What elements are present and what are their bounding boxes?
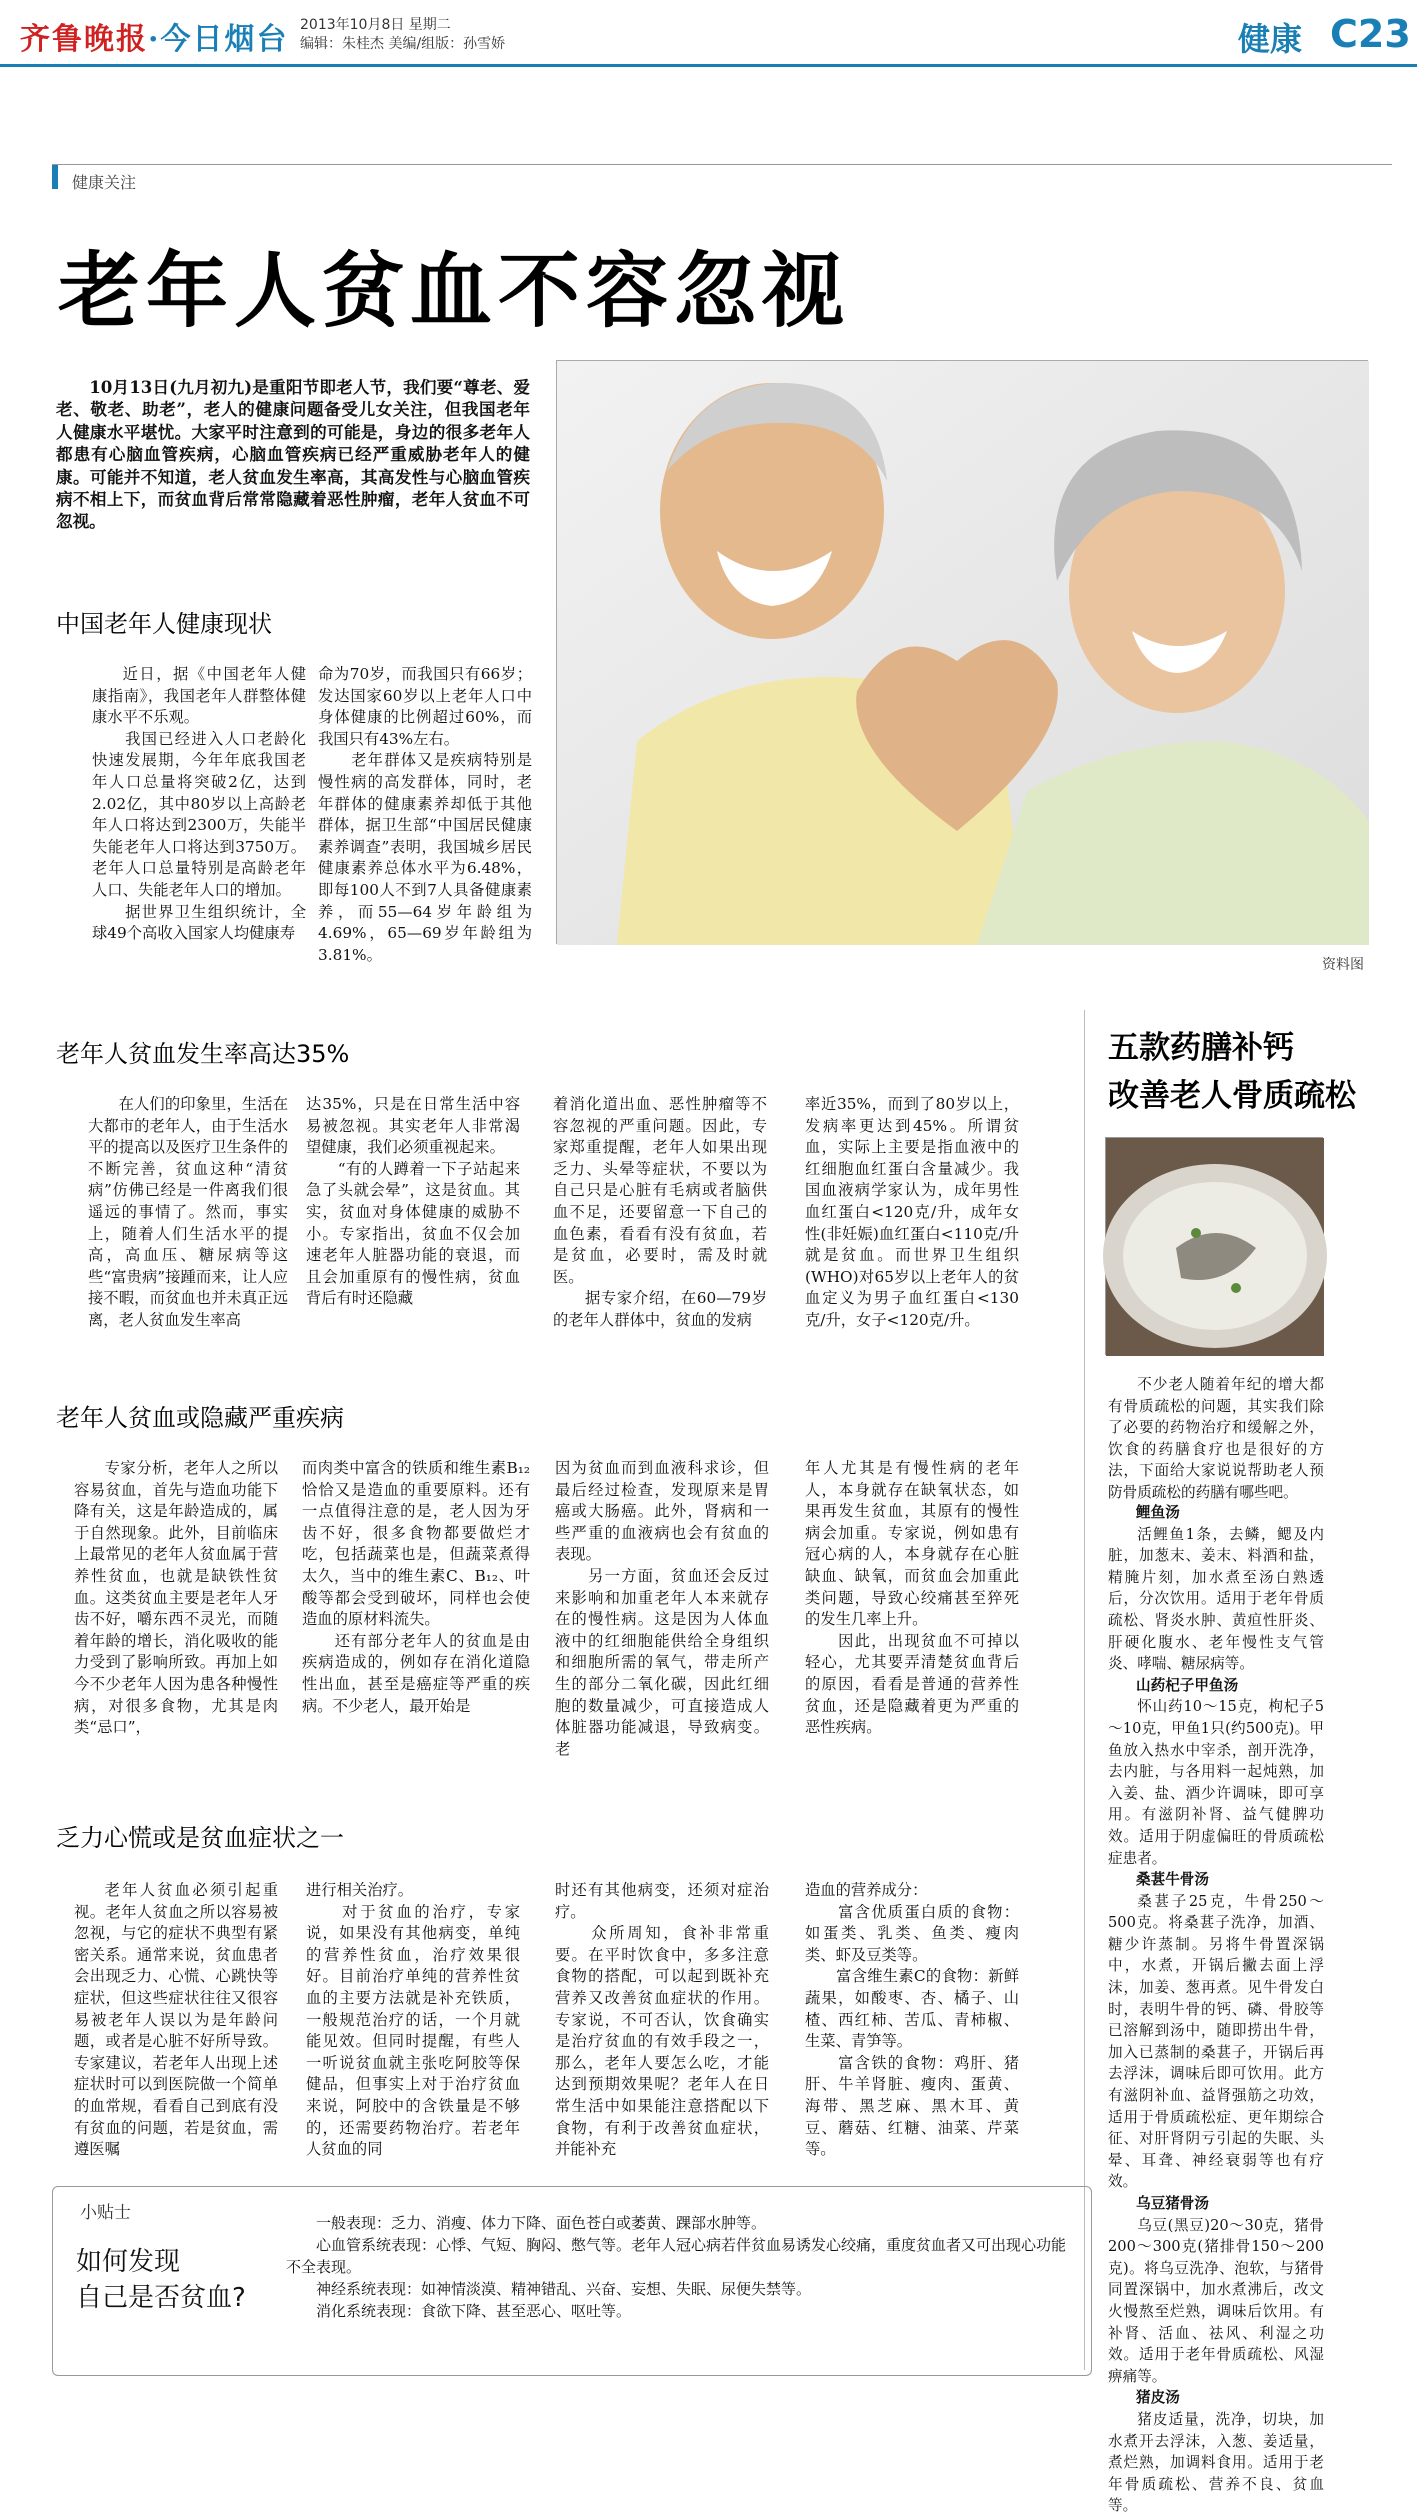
section-2-col-4: 率近35%，而到了80岁以上，发病率更达到45%。所谓贫血，实际上主要是指血液中的红细胞血红蛋白含量减少。我国血液病学家认为，成年男性血红蛋白<120克/升，成年女性(非妊娠)血红蛋白<110克/升就是贫血。而世界卫生组织(WHO)对65岁以上老年人的贫血定义为男子血红蛋白<130克/升，女子<120克/升。 — [805, 1095, 1019, 1329]
tips-content — [286, 2212, 1066, 2322]
masthead-rule — [0, 64, 1417, 67]
section-3-col-2: 而肉类中富含的铁质和维生素B₁₂恰恰又是造血的重要原料。还有一点值得注意的是，老人因为牙齿不好，很多食物都要做烂才吃，包括蔬菜也是，但蔬菜煮得太久，当中的维生素C、B₁₂、叶酸等都会受到破坏，同样也会使造血的原材料流失。 还有部分老年人的贫血是由疾病造成的，例如存在消化道隐性出血，甚至是癌症等严重的疾病。不少老人，最开始是 — [302, 1459, 530, 1715]
page-number: C23 — [1330, 12, 1411, 56]
date-line: 2013年10月8日 星期二 — [300, 17, 451, 33]
page-info — [300, 16, 505, 54]
tips-question — [76, 2244, 246, 2316]
section-3-col-3: 因为贫血而到血液科求诊，但最后经过检查，发现原来是胃癌或大肠癌。此外，肾病和一些严重的血液病也会有贫血的表现。 另一方面，贫血还会反过来影响和加重老年人本来就存在的慢性病。这是因为人体血液中的红细胞能供给全身组织和细胞所需的氧气，带走所产生的部分二氧化碳，因此红细胞的数量减少，可直接造成人体脏器功能减退，导致病变。老 — [555, 1459, 769, 1758]
recipe-name: 乌豆猪骨汤 — [1136, 2195, 1209, 2212]
section-4-col-1: 老年人贫血必须引起重视。老年人贫血之所以容易被忽视，与它的症状不典型有紧密关系。通常来说，贫血患者会出现乏力、心慌、心跳快等症状，但这些症状往往又很容易被老年人误以为是年龄问题，或者是心脏不好所导致。专家建议，若老年人出现上述症状时可以到医院做一个简单的血常规，看看自己到底有没有贫血的问题，若是贫血，需遵医嘱 — [74, 1881, 278, 2159]
photo-caption: 资料图 — [1322, 957, 1364, 973]
column-tag-label: 健康关注 — [72, 173, 137, 192]
section-3-title: 老年人贫血或隐藏严重疾病 — [56, 1404, 344, 1432]
section-2-col-1: 在人们的印象里，生活在大都市的老年人，由于生活水平的提高以及医疗卫生条件的不断完善，贫血这种“清贫病”仿佛已经是一件离我们很遥远的事情了。然而，事实上，随着人们生活水平的提高，高血压、糖尿病等这些“富贵病”接踵而来，让人应接不暇，而贫血也并未真正远离，老人贫血发生率高 — [88, 1095, 288, 1329]
elderly-couple-photo — [556, 360, 1368, 944]
column-tag — [52, 164, 1392, 192]
fish-soup-photo — [1105, 1137, 1323, 1355]
tips-label: 小贴士 — [80, 2203, 131, 2223]
section-4-col-2: 进行相关治疗。 对于贫血的治疗，专家说，如果没有其他病变，单纯的营养性贫血，治疗效果很好。目前治疗单纯的营养性贫血的主要方法就是补充铁质，一般规范治疗的话，一个月就能见效。但同时提醒，有些人一听说贫血就主张吃阿胶等保健品，但事实上对于治疗贫血来说，阿胶中的含铁量是不够的，还需要药物治疗。若老年人贫血的同 — [306, 1881, 520, 2159]
recipe-list — [1108, 1502, 1324, 2517]
article-lead: 10月13日(九月初九)是重阳节即老人节，我们要“尊老、爱老、敬老、助老”，老人的健康问题备受儿女关注，但我国老年人健康水平堪忧。大家平时注意到的可能是，身边的很多老年人都患有心脑血管疾病，心脑血管疾病已经严重威胁老年人的健康。可能并不知道，老人贫血发生率高，其高发性与心脑血管疾病不相上下，而贫血背后常常隐藏着恶性肿瘤，老年人贫血不可忽视。 — [56, 377, 530, 532]
tips-question-line-2: 自己是否贫血? — [76, 2283, 246, 2313]
section-1-col-1: 近日，据《中国老年人健康指南》，我国老年人群整体健康水平不乐观。 我国已经进入人口老龄化快速发展期，今年年底我国老年人口总量将突破2亿，达到2.02亿，其中80岁以上高龄老年人口将达到2300万，失能半失能老年人口将达到3750万。老年人口总量特别是高龄老年人口、失能老年人口的增加。 据世界卫生组织统计，全球49个高收入国家人均健康寿 — [92, 665, 306, 943]
photo-illustration — [557, 361, 1369, 945]
section-1-title: 中国老年人健康现状 — [56, 610, 272, 638]
sidebar-divider — [1084, 1010, 1085, 2370]
recipe-text: 桑葚子25克，牛骨250～500克。将桑葚子洗净，加酒、糖少许蒸制。另将牛骨置深锅中，水煮，开锅后撇去面上浮沫，加姜、葱再煮。见牛骨发白时，表明牛骨的钙、磷、骨胶等已溶解到汤中，随即捞出牛骨，加入已蒸制的桑葚子，开锅后再去浮沫，调味后即可饮用。此方有滋阴补血、益肾强筋之功效，适用于骨质疏松症、更年期综合征、对肝肾阴亏引起的失眠、头晕、耳聋、神经衰弱等也有疗效。 — [1108, 1892, 1324, 2191]
section-1-col-2: 命为70岁，而我国只有66岁；发达国家60岁以上老年人口中身体健康的比例超过60%，而我国只有43%左右。 老年群体又是疾病特别是慢性病的高发群体，同时，老年群体的健康素养却低于其他群体，据卫生部“中国居民健康素养调查”表明，我国城乡居民健康素养总体水平为6.48%，即每100人不到7人具备健康素养，而55—64岁年龄组为4.69%，65—69岁年龄组为3.81%。 — [318, 665, 532, 964]
sidebar-title-line-2: 改善老人骨质疏松 — [1108, 1078, 1356, 1114]
headline: 老年人贫血不容忽视 — [58, 244, 851, 339]
sidebar-title-line-1: 五款药膳补钙 — [1108, 1030, 1294, 1066]
tips-question-line-1: 如何发现 — [76, 2247, 181, 2277]
section-4-title: 乏力心慌或是贫血症状之一 — [56, 1824, 344, 1852]
recipe-text: 乌豆(黑豆)20～30克，猪骨200～300克(猪排骨150～200克)。将乌豆洗净、泡软，与猪骨同置深锅中，加水煮沸后，改文火慢熬至烂熟，调味后饮用。有补肾、活血、祛风、利湿之功效。适用于老年骨质疏松、风湿痹痛等。 — [1108, 2216, 1324, 2385]
soup-illustration — [1106, 1138, 1324, 1356]
sidebar-intro: 不少老人随着年纪的增大都有骨质疏松的问题，其实我们除了必要的药物治疗和缓解之外，饮食的药膳食疗也是很好的方法，下面给大家说说帮助老人预防骨质疏松的药膳有哪些吧。 — [1108, 1376, 1324, 1501]
recipe-name: 山药杞子甲鱼汤 — [1136, 1676, 1239, 1694]
recipe-text: 怀山药10～15克，枸杞子5～10克，甲鱼1只(约500克)。甲鱼放入热水中宰杀，剖开洗净，去内脏，与各用料一起炖熟，加入姜、盐、酒少许调味，即可享用。有滋阴补肾、益气健脾功效。适用于阴虚偏旺的骨质疏松症患者。 — [1108, 1698, 1324, 1867]
recipe-name: 鲤鱼汤 — [1136, 1504, 1180, 1521]
section-3-col-1: 专家分析，老年人之所以容易贫血，首先与造血功能下降有关，这是年龄造成的，属于自然现象。此外，目前临床上最常见的老年人贫血属于营养性贫血，也就是缺铁性贫血。这类贫血主要是老年人牙齿不好，嚼东西不灵光，而随着年龄的增长，消化吸收的能力受到了影响所致。再加上如今不少老年人因为患各种慢性病，对很多食物，尤其是肉类“忌口”， — [74, 1459, 278, 1737]
section-2-col-2: 达35%，只是在日常生活中容易被忽视。其实老年人非常渴望健康，我们必须重视起来。 “有的人蹲着一下子站起来急了头就会晕”，这是贫血。其实，贫血对身体健康的威胁不小。专家指出，贫血不仅会加速老年人脏器功能的衰退，而且会加重原有的慢性病，贫血背后有时还隐藏 — [306, 1095, 520, 1308]
editor-line: 编辑：朱桂杰 美编/组版：孙雪娇 — [300, 36, 506, 52]
paper-name: 齐鲁晚报 — [20, 22, 148, 57]
paper-logo: 齐鲁晚报·今日烟台 — [20, 22, 289, 57]
section-3-col-4: 年人尤其是有慢性病的老年人，本身就存在缺氧状态，如果再发生贫血，其原有的慢性病会加重。专家说，例如患有冠心病的人，本身就存在心脏缺血、缺氧，而贫血会加重此类问题，导致心绞痛甚至猝死的发生几率上升。 因此，出现贫血不可掉以轻心，尤其要弄清楚贫血背后的原因，看看是普通的营养性贫血，还是隐藏着更为严重的恶性疾病。 — [805, 1459, 1019, 1737]
section-2-title: 老年人贫血发生率高达35% — [56, 1040, 350, 1068]
section-4-col-4: 造血的营养成分： 富含优质蛋白质的食物：如蛋类、乳类、鱼类、瘦肉类、虾及豆类等。 富含维生素C的食物：新鲜蔬果，如酸枣、杏、橘子、山楂、西红柿、苦瓜、青柿椒、生菜、青笋等。 富含铁的食物：鸡肝、猪肝、牛羊肾脏、瘦肉、蛋黄、海带、黑芝麻、黑木耳、黄豆、蘑菇、红糖、油菜、芹菜等。 — [805, 1881, 1019, 2159]
tips-line: 心血管系统表现：心悸、气短、胸闷、憋气等。老年人冠心病若伴贫血易诱发心绞痛，重度贫血者又可出现心功能不全表现。 — [286, 2236, 1067, 2276]
section-2-col-3: 着消化道出血、恶性肿瘤等不容忽视的严重问题。因此，专家郑重提醒，老年人如果出现乏力、头晕等症状，不要以为自己只是心脏有毛病或者脑供血不足，还要留意一下自己的血色素，看看有没有贫血，若是贫血，必要时，需及时就医。 据专家介绍，在60—79岁的老年人群体中，贫血的发病 — [553, 1095, 767, 1329]
recipe-name: 猪皮汤 — [1136, 2389, 1180, 2407]
section-4-col-3: 时还有其他病变，还须对症治疗。 众所周知，食补非常重要。在平时饮食中，多多注意食物的搭配，可以起到既补充营养又改善贫血症状的作用。专家说，不可否认，饮食确实是治疗贫血的有效手段之一，那么，老年人要怎么吃，才能达到预期效果呢？老年人在日常生活中如果能注意搭配以下食物，有利于改善贫血症状，并能补充 — [555, 1881, 769, 2159]
tips-line: 一般表现：乏力、消瘦、体力下降、面色苍白或萎黄、踝部水肿等。 — [316, 2214, 767, 2232]
masthead — [0, 0, 1417, 70]
edition-name: 今日烟台 — [160, 22, 289, 57]
recipe-name: 桑葚牛骨汤 — [1136, 1871, 1209, 1889]
section-name: 健康 — [1238, 20, 1303, 58]
tips-line: 神经系统表现：如神情淡漠、精神错乱、兴奋、妄想、失眠、尿便失禁等。 — [316, 2280, 812, 2298]
recipe-text: 活鲤鱼1条，去鳞，鳃及内脏，加葱末、姜末、料酒和盐，精腌片刻，加水煮至汤白熟透后，分次饮用。适用于老年骨质疏松、肾炎水肿、黄疸性肝炎、肝硬化腹水、老年慢性支气管炎、哮喘、糖尿病等。 — [1108, 1525, 1324, 1673]
tips-line: 消化系统表现：食欲下降、甚至恶心、呕吐等。 — [316, 2302, 632, 2320]
recipe-text: 猪皮适量，洗净，切块，加水煮开去浮沫，入葱、姜适量，煮烂熟，加调料食用。适用于老年骨质疏松、营养不良、贫血等。 — [1108, 2410, 1324, 2515]
